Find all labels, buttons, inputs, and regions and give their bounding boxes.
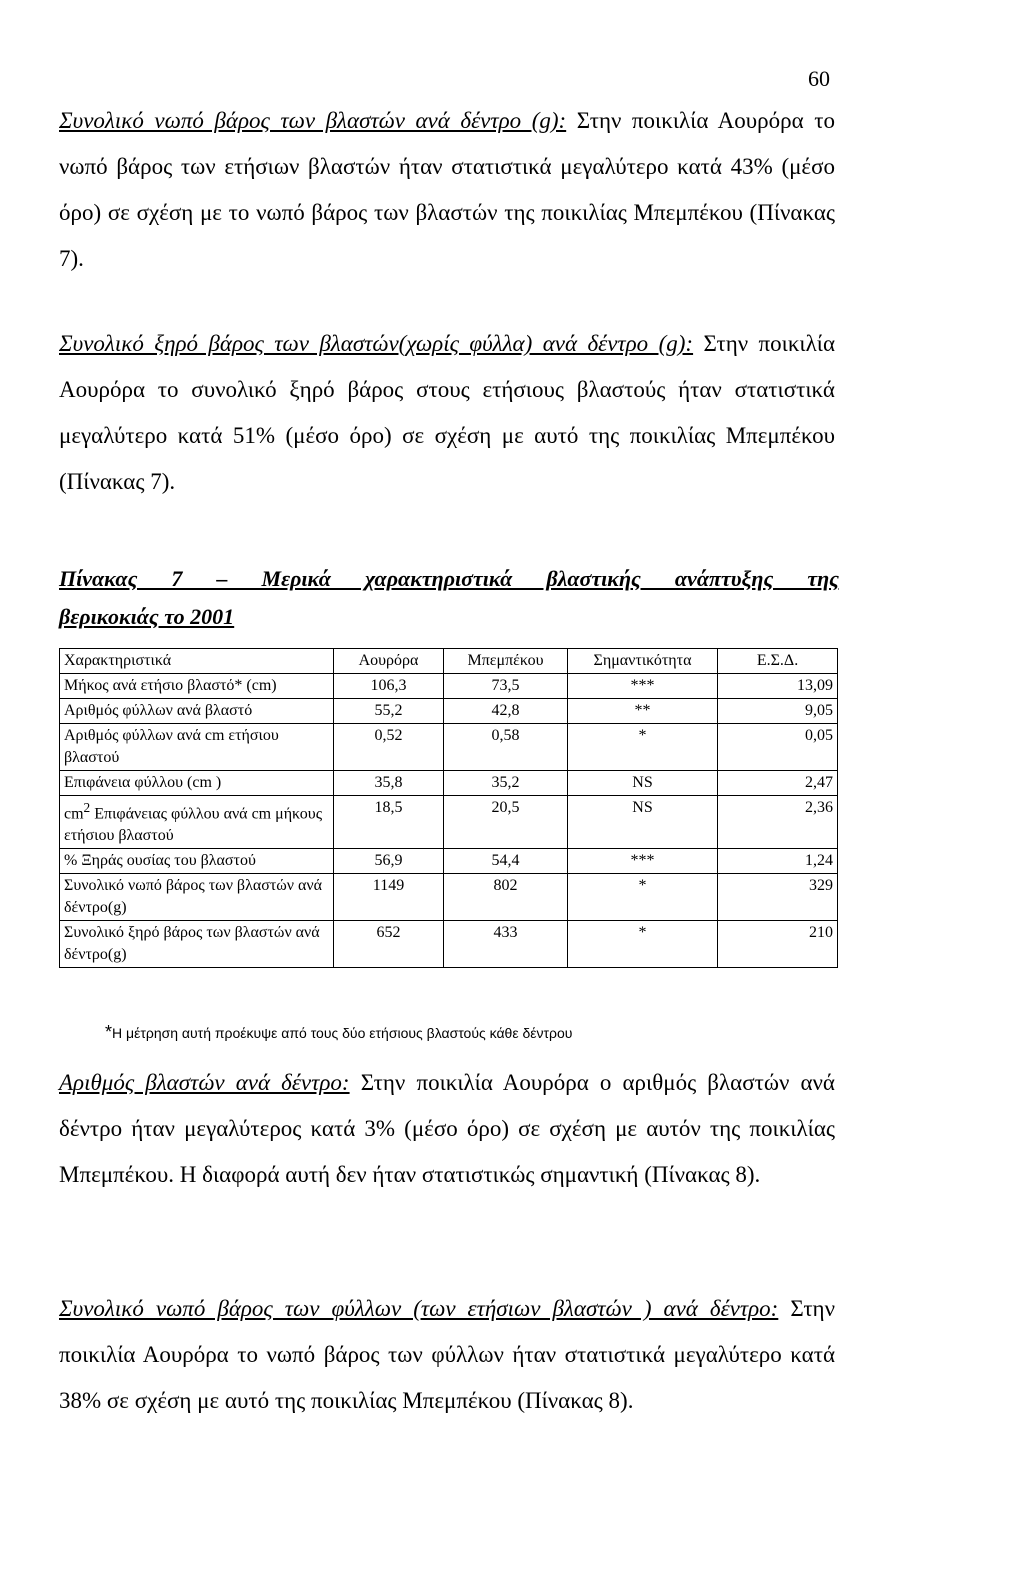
paragraph-fresh-weight-leaves — [59, 1286, 835, 1424]
cell-bebekou: 433 — [444, 921, 568, 968]
cell-bebekou: 42,8 — [444, 699, 568, 724]
cell-significance: *** — [568, 674, 718, 699]
footnote-text: Η μέτρηση αυτή προέκυψε από τους δύο ετήσιους βλαστούς κάθε δέντρου — [112, 1025, 573, 1041]
paragraph-text: Στην ποικιλία Αουρόρα το συνολικό ξηρό βάρος στους ετήσιους βλαστούς ήταν στατιστικά μεγαλύτερο κατά 51% (μέσο όρο) σε σχέση με αυτό της ποικιλίας Μπεμπέκου (Πίνακας 7). — [59, 331, 835, 494]
column-header: Ε.Σ.Δ. — [718, 649, 838, 674]
cell-aurora: 18,5 — [334, 796, 444, 849]
row-label: Μήκος ανά ετήσιο βλαστό* (cm) — [60, 674, 334, 699]
cell-bebekou: 20,5 — [444, 796, 568, 849]
paragraph-text: Στην ποικιλία Αουρόρα το νωπό βάρος των φύλλων ήταν στατιστικά μεγαλύτερο κατά 38% σε σχέση με αυτό της ποικιλίας Μπεμπέκου (Πίνακας 8). — [59, 1296, 835, 1413]
cell-aurora: 35,8 — [334, 771, 444, 796]
table-row — [60, 796, 838, 849]
column-header: Σημαντικότητα — [568, 649, 718, 674]
table-header-row — [60, 649, 838, 674]
cell-lsd: 13,09 — [718, 674, 838, 699]
cell-lsd: 329 — [718, 874, 838, 921]
table-footnote — [105, 1022, 572, 1043]
paragraph-heading: Συνολικό νωπό βάρος των φύλλων (των ετήσιων βλαστών ) ανά δέντρο: — [59, 1296, 779, 1321]
row-label: Συνολικό ξηρό βάρος των βλαστών ανά δέντρο(g) — [60, 921, 334, 968]
table-row — [60, 849, 838, 874]
row-label: Επιφάνεια φύλλου (cm ) — [60, 771, 334, 796]
table-caption — [59, 560, 839, 636]
cell-lsd: 0,05 — [718, 724, 838, 771]
column-header: Αουρόρα — [334, 649, 444, 674]
table-row — [60, 674, 838, 699]
paragraph-fresh-weight-shoots — [59, 98, 835, 282]
row-label: Συνολικό νωπό βάρος των βλαστών ανά δέντρο(g) — [60, 874, 334, 921]
cell-lsd: 1,24 — [718, 849, 838, 874]
footnote-marker: * — [105, 1022, 113, 1042]
column-header: Χαρακτηριστικά — [60, 649, 334, 674]
paragraph-dry-weight-shoots — [59, 321, 835, 505]
table-row — [60, 771, 838, 796]
cell-significance: * — [568, 874, 718, 921]
cell-aurora: 56,9 — [334, 849, 444, 874]
row-label: Αριθμός φύλλων ανά βλαστό — [60, 699, 334, 724]
paragraph-heading: Αριθμός βλαστών ανά δέντρο: — [59, 1070, 350, 1095]
table-row — [60, 874, 838, 921]
cell-bebekou: 54,4 — [444, 849, 568, 874]
paragraph-text: Στην ποικιλία Αουρόρα το νωπό βάρος των ετήσιων βλαστών ήταν στατιστικά μεγαλύτερο κατά 43% (μέσο όρο) σε σχέση με το νωπό βάρος των βλαστών της ποικιλίας Μπεμπέκου (Πίνακας 7). — [59, 108, 835, 271]
cell-aurora: 106,3 — [334, 674, 444, 699]
table-caption-line2: βερικοκιάς το 2001 — [59, 604, 235, 629]
paragraph-heading: Συνολικό ξηρό βάρος των βλαστών(χωρίς φύλλα) ανά δέντρο (g): — [59, 331, 694, 356]
cell-significance: * — [568, 921, 718, 968]
paragraph-shoots-per-tree — [59, 1060, 835, 1198]
paragraph-text: Στην ποικιλία Αουρόρα ο αριθμός βλαστών ανά δέντρο ήταν μεγαλύτερος κατά 3% (μέσο όρο) σε σχέση με αυτόν της ποικιλίας Μπεμπέκου. Η διαφορά αυτή δεν ήταν στατιστικώς σημαντική (Πίνακας 8). — [59, 1070, 835, 1187]
cell-bebekou: 35,2 — [444, 771, 568, 796]
cell-significance: *** — [568, 849, 718, 874]
cell-significance: NS — [568, 771, 718, 796]
cell-lsd: 2,47 — [718, 771, 838, 796]
table-row — [60, 921, 838, 968]
column-header: Μπεμπέκου — [444, 649, 568, 674]
row-label-rest: Επιφάνειας φύλλου ανά cm μήκους ετήσιου βλαστού — [64, 805, 323, 845]
data-table — [59, 648, 838, 968]
row-label: Αριθμός φύλλων ανά cm ετήσιου βλαστού — [60, 724, 334, 771]
cell-lsd: 9,05 — [718, 699, 838, 724]
cell-aurora: 0,52 — [334, 724, 444, 771]
cell-bebekou: 0,58 — [444, 724, 568, 771]
row-label-unit: cm — [64, 805, 84, 823]
cell-bebekou: 73,5 — [444, 674, 568, 699]
cell-significance: NS — [568, 796, 718, 849]
cell-aurora: 652 — [334, 921, 444, 968]
row-label — [60, 796, 334, 849]
table-caption-line1: Πίνακας 7 – Μερικά χαρακτηριστικά βλαστικής ανάπτυξης της — [59, 566, 839, 591]
table-row — [60, 699, 838, 724]
cell-bebekou: 802 — [444, 874, 568, 921]
row-label: % Ξηράς ουσίας του βλαστού — [60, 849, 334, 874]
paragraph-heading: Συνολικό νωπό βάρος των βλαστών ανά δέντρο (g): — [59, 108, 567, 133]
table-row — [60, 724, 838, 771]
cell-lsd: 210 — [718, 921, 838, 968]
cell-significance: * — [568, 724, 718, 771]
page-number: 60 — [808, 66, 830, 91]
cell-lsd: 2,36 — [718, 796, 838, 849]
cell-significance: ** — [568, 699, 718, 724]
row-label-superscript: 2 — [83, 800, 91, 815]
cell-aurora: 55,2 — [334, 699, 444, 724]
cell-aurora: 1149 — [334, 874, 444, 921]
